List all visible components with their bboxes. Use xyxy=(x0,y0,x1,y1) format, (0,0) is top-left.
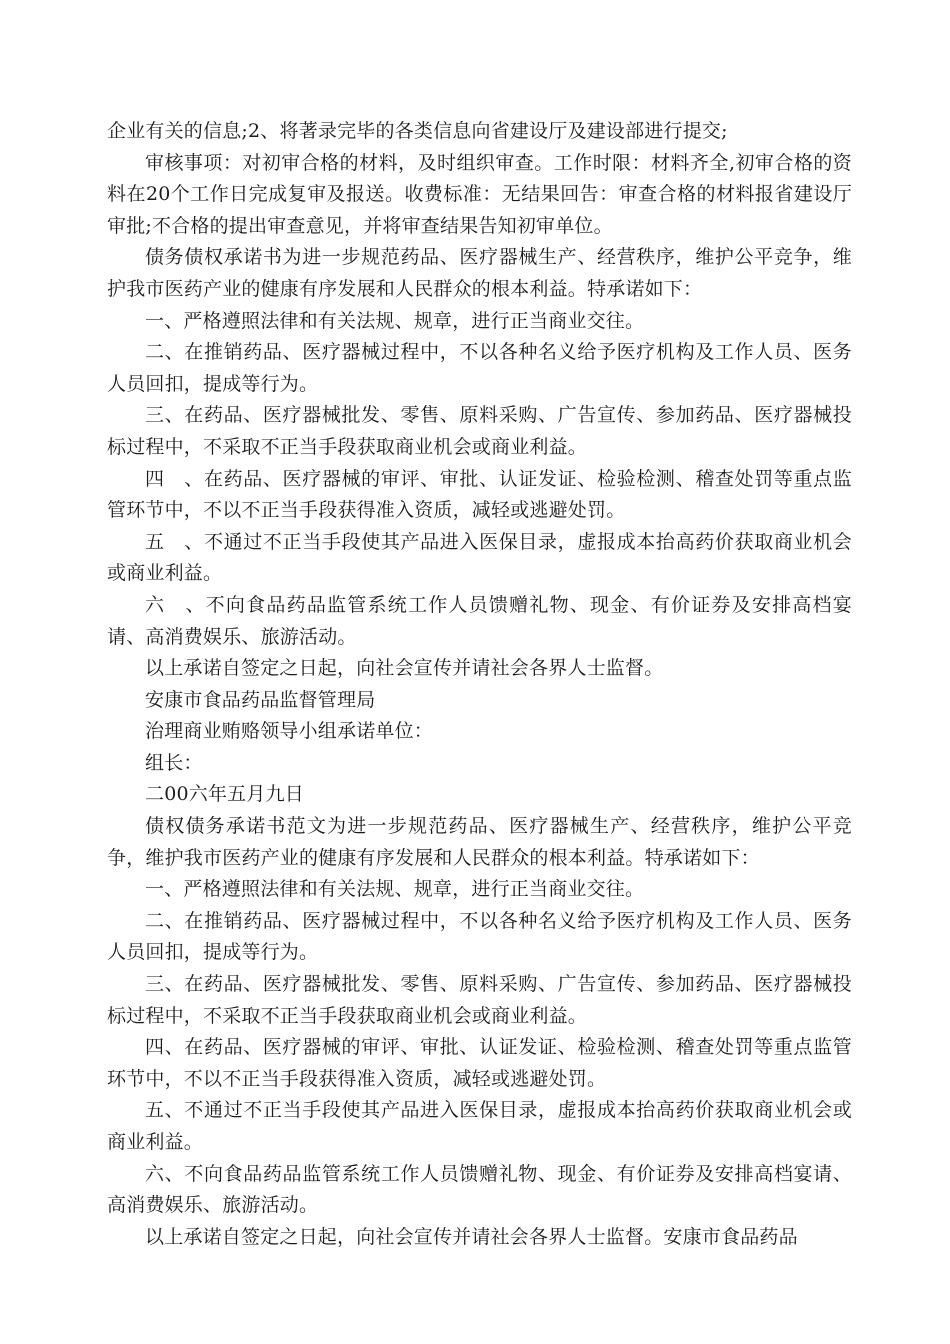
paragraph-1: 企业有关的信息;2、将著录完毕的各类信息向省建设厅及建设部进行提交; xyxy=(107,120,728,142)
paragraph-11: 安康市食品药品监督管理局 xyxy=(145,688,376,711)
paragraph-20: 五、不通过不正当手段使其产品进入医保目录，虚报成本抬高药价获取商业机会或商业利益。 xyxy=(107,1099,852,1153)
paragraph-5: 二、在推销药品、医疗器械过程中，不以各种名义给予医疗机构及工作人员、医务人员回扣，提成等行为。 xyxy=(107,341,852,395)
paragraph-10: 以上承诺自签定之日起，向社会宣传并请社会各界人士监督。 xyxy=(145,657,664,680)
paragraph-2: 审核事项：对初审合格的材料，及时组织审查。工作时限：材料齐全,初审合格的资料在20个工作日完成复审及报送。收费标准：无结果回告：审查合格的材料报省建设厅审批;不合格的提出审查意见，并将审查结果告知初审单位。 xyxy=(107,151,852,237)
document-body xyxy=(107,116,852,1253)
paragraph-14: 二00六年五月九日 xyxy=(145,783,304,806)
paragraph-15: 债权债务承诺书范文为进一步规范药品、医疗器械生产、经营秩序，维护公平竞争，维护我市医药产业的健康有序发展和人民群众的根本利益。特承诺如下： xyxy=(107,815,852,869)
paragraph-8: 五 、不通过不正当手段使其产品进入医保目录，虚报成本抬高药价获取商业机会或商业利益。 xyxy=(107,530,852,585)
paragraph-18: 三、在药品、医疗器械批发、零售、原料采购、广告宣传、参加药品、医疗器械投标过程中，不采取不正当手段获取商业机会或商业利益。 xyxy=(107,973,852,1027)
paragraph-4: 一、严格遵照法律和有关法规、规章，进行正当商业交往。 xyxy=(145,309,645,332)
paragraph-19: 四、在药品、医疗器械的审评、审批、认证发证、检验检测、稽查处罚等重点监管环节中，不以不正当手段获得准入资质，减轻或逃避处罚。 xyxy=(107,1036,852,1090)
paragraph-16: 一、严格遵照法律和有关法规、规章，进行正当商业交往。 xyxy=(145,878,645,901)
paragraph-22: 以上承诺自签定之日起，向社会宣传并请社会各界人士监督。安康市食品药品 xyxy=(145,1225,798,1248)
paragraph-21: 六、不向食品药品监管系统工作人员馈赠礼物、现金、有价证券及安排高档宴请、高消费娱乐、旅游活动。 xyxy=(107,1162,852,1217)
paragraph-6: 三、在药品、医疗器械批发、零售、原料采购、广告宣传、参加药品、医疗器械投标过程中，不采取不正当手段获取商业机会或商业利益。 xyxy=(107,404,852,458)
paragraph-7: 四 、在药品、医疗器械的审评、审批、认证发证、检验检测、稽查处罚等重点监管环节中，不以不正当手段获得准入资质，减轻或逃避处罚。 xyxy=(107,467,852,522)
paragraph-17: 二、在推销药品、医疗器械过程中，不以各种名义给予医疗机构及工作人员、医务人员回扣，提成等行为。 xyxy=(107,909,852,964)
paragraph-3: 债务债权承诺书为进一步规范药品、医疗器械生产、经营秩序，维护公平竞争，维护我市医药产业的健康有序发展和人民群众的根本利益。特承诺如下： xyxy=(107,246,852,300)
paragraph-13: 组长： xyxy=(145,751,203,774)
paragraph-12: 治理商业贿赂领导小组承诺单位： xyxy=(145,720,434,743)
paragraph-9: 六 、不向食品药品监管系统工作人员馈赠礼物、现金、有价证券及安排高档宴请、高消费娱乐、旅游活动。 xyxy=(107,593,852,648)
